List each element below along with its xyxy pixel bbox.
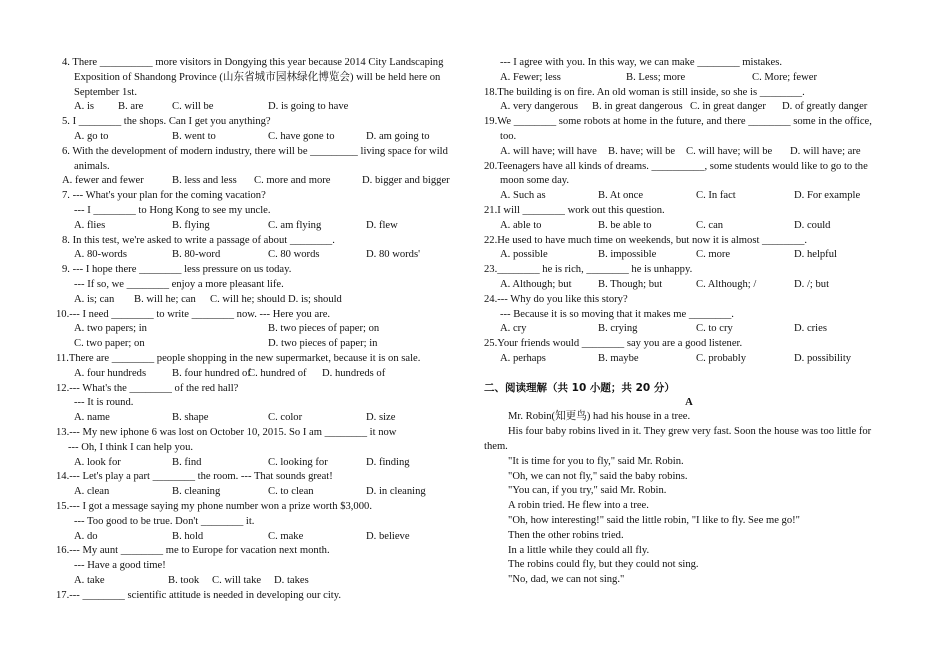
answer-options [484,352,894,367]
answer-option: C. in great danger [690,101,766,113]
answer-option: C. In fact [696,190,736,202]
answer-option: D. For example [794,190,861,202]
answer-option: A. take [74,574,105,586]
answer-option: D. is; should [288,293,342,305]
answer-options [56,367,470,382]
answer-option: C. will have; will be [686,145,773,157]
answer-option: D. possibility [794,352,852,364]
answer-options [56,293,470,308]
answer-options [56,130,470,145]
left-column [56,56,470,603]
answer-options [56,322,470,337]
answer-option: A. perhaps [500,352,546,364]
answer-option: B. will he; can [134,293,196,305]
answer-options [484,145,894,160]
answer-options [56,530,470,545]
answer-option: D. takes [274,574,309,586]
question-text: 17.--- ________ scientific attitude is needed in developing our city. [56,589,341,601]
section-title: 二、阅读理解（共 10 小题；共 20 分） [484,381,675,394]
question-text: 21.I will ________ work out this question. [484,204,665,216]
question-text: 23.________ he is rich, ________ he is unhappy. [484,264,693,276]
question-text: 13.--- My new iphone 6 was lost on October 10, 2015. So I am ________ it now [56,426,397,438]
answer-option: C. more [696,249,731,261]
question-text: 9. --- I hope there ________ less pressure on us today. [62,264,292,276]
question-text: 15.--- I got a message saying my phone number won a prize worth $3,000. [56,500,372,512]
answer-option: A. cry [500,323,527,335]
question-text: 16.--- My aunt ________ me to Europe for vacation next month. [56,545,330,557]
answer-options [56,219,470,234]
answer-option: B. be able to [598,219,652,231]
answer-option: D. believe [366,530,410,542]
question-text: "It is time for you to fly," said Mr. Robin. [508,455,684,467]
question-text: --- I agree with you. In this way, we can make ________ mistakes. [500,57,783,68]
answer-option: B. impossible [598,249,657,261]
question-text: --- It is round. [74,397,134,409]
answer-option: B. cleaning [172,486,221,498]
answer-option: A. four hundreds [74,367,147,379]
answer-option: A. will have; will have [500,145,597,157]
answer-option: B. At once [598,190,644,202]
answer-option: C. two paper; on [74,338,145,350]
answer-option: A. able to [500,219,542,231]
question-text: In a little while they could all fly. [508,544,650,556]
question-text: September 1st. [74,86,137,98]
question-text: 10.--- I need ________ to write ________ now. --- Here you are. [56,308,331,320]
answer-option: C. looking for [268,456,328,468]
question-text: 25.Your friends would ________ say you are a good listener. [484,338,743,350]
answer-option: C. to clean [268,486,314,498]
question-text: 4. There __________ more visitors in Dongying this year because 2014 City Landscaping [62,57,444,68]
answer-option: B. took [168,574,200,586]
question-text: 14.--- Let's play a part ________ the room. --- That sounds great! [56,471,333,483]
answer-option: C. to cry [696,323,733,335]
question-text: "No, dad, we can not sing." [508,574,625,586]
passage-paragraph: His four baby robins lived in it. They grew very fast. Soon the house was too little for them. [484,426,872,452]
question-text: --- Oh, I think I can help you. [68,441,194,453]
question-text: --- If so, we ________ enjoy a more pleasant life. [74,278,284,290]
answer-option: A. Such as [500,190,546,202]
answer-option: A. look for [74,456,121,468]
answer-option: D. finding [366,456,410,468]
answer-option: D. am going to [366,130,430,142]
answer-option: A. possible [500,249,548,261]
answer-option: A. name [74,412,110,424]
answer-option: C. color [268,412,303,424]
answer-option: A. do [74,530,98,542]
answer-option: A. go to [74,130,109,142]
answer-option: D. in cleaning [366,486,426,498]
question-text: 22.He used to have much time on weekends, but now it is almost ________. [484,234,808,246]
answer-option: D. cries [794,323,827,335]
answer-option: C. have gone to [268,130,335,142]
answer-option: B. crying [598,323,638,335]
question-text: --- Have a good time! [74,560,166,572]
right-column [484,56,894,588]
answer-option: C. will take [212,574,262,586]
question-text: 19.We ________ some robots at home in the future, and there ________ some in the office, [484,116,872,128]
answer-options [56,485,470,500]
answer-options [56,411,470,426]
answer-option: D. will have; are [790,145,861,157]
answer-option: B. have; will be [608,145,676,157]
answer-options [484,71,894,86]
answer-options [56,100,470,115]
passage-label: A [685,396,693,408]
question-text: 20.Teenagers have all kinds of dreams. __________, some students would like to go to the [484,160,868,172]
answer-option: D. /; but [794,278,830,290]
answer-option: A. clean [74,486,110,498]
answer-option: B. are [118,101,144,113]
answer-options [56,456,470,471]
question-text: Then the other robins tried. [508,529,624,541]
answer-option: B. shape [172,412,209,424]
answer-option: A. Although; but [500,278,572,290]
answer-option: C. probably [696,352,747,364]
answer-option: C. 80 words [268,249,320,261]
answer-option: D. could [794,219,831,231]
answer-option: C. more and more [254,175,331,187]
question-text: animals. [74,160,110,172]
question-text: The robins could fly, but they could not sing. [508,559,699,571]
answer-option: D. is going to have [268,101,349,113]
question-text: Exposition of Shandong Province (山东省城市园林绿化博览会) will be held here on [74,71,441,83]
answer-option: A. fewer and fewer [62,175,144,187]
answer-option: B. flying [172,219,210,231]
answer-option: C. will he; should [210,293,286,305]
question-text: Mr. Robin(知更鸟) had his house in a tree. [508,411,691,423]
answer-options [484,189,894,204]
question-text: 7. --- What's your plan for the coming vacation? [62,190,266,202]
answer-options [484,322,894,337]
question-text: 12.--- What's the ________ of the red hall? [56,382,239,394]
answer-option: B. 80-word [172,249,221,261]
answer-option: D. helpful [794,249,837,261]
question-text: --- I ________ to Hong Kong to see my uncle. [74,204,271,216]
answer-options [484,278,894,293]
question-text: 24.--- Why do you like this story? [484,293,628,305]
question-text: "Oh, how interesting!" said the little robin, "I like to fly. See me go!" [508,514,800,526]
answer-option: C. Although; / [696,278,757,290]
answer-option: A. flies [74,219,106,231]
question-text: 6. With the development of modern industry, there will be _________ living space for wild [62,145,448,157]
answer-option: A. 80-words [74,249,127,261]
question-text: 18.The building is on fire. An old woman is still inside, so she is ________. [484,86,805,98]
answer-options [484,248,894,263]
question-text: 8. In this test, we're asked to write a passage of about ________. [62,234,335,246]
answer-option: B. less and less [172,175,237,187]
answer-options [484,100,894,115]
answer-option: A. very dangerous [500,101,578,113]
answer-option: D. two pieces of paper; in [268,338,378,350]
answer-options [56,174,470,189]
question-text: --- Because it is so moving that it makes me ________. [500,308,734,320]
question-text: A robin tried. He flew into a tree. [508,500,649,512]
answer-options [56,248,470,263]
answer-option: B. find [172,456,202,468]
answer-option: B. in great dangerous [592,101,683,113]
question-text: --- Too good to be true. Don't ________ it. [74,515,255,527]
question-text: moon some day. [500,175,570,187]
answer-option: B. maybe [598,352,639,364]
answer-option: D. of greatly danger [782,101,868,113]
answer-option: B. Though; but [598,278,663,290]
question-text: 5. I ________ the shops. Can I get you anything? [62,116,271,128]
answer-option: A. is [74,101,95,113]
answer-option: A. Fewer; less [500,71,561,83]
answer-option: C. will be [172,101,214,113]
question-text: "You can, if you try," said Mr. Robin. [508,485,667,497]
answer-option: C. am flying [268,219,322,231]
answer-option: D. hundreds of [322,367,386,379]
answer-option: C. More; fewer [752,71,818,83]
answer-option: B. went to [172,130,216,142]
answer-options [56,337,470,352]
answer-option: B. four hundred of [172,367,251,379]
answer-options [484,219,894,234]
question-text: 11.There are ________ people shopping in the new supermarket, because it is on sale. [56,352,421,364]
answer-option: C. can [696,219,724,231]
answer-option: D. bigger and bigger [362,175,450,187]
answer-option: B. two pieces of paper; on [268,323,380,335]
answer-option: A. is; can [74,293,115,305]
answer-option: D. 80 words' [366,249,420,261]
answer-option: D. size [366,412,396,424]
answer-options [56,574,470,589]
answer-option: B. Less; more [626,71,686,83]
question-text: too. [500,130,517,142]
answer-option: B. hold [172,530,204,542]
answer-option: D. flew [366,219,398,231]
question-text: "Oh, we can not fly," said the baby robins. [508,470,688,482]
answer-option: C. make [268,530,304,542]
answer-option: A. two papers; in [74,323,147,335]
spacer [484,367,894,375]
answer-option: C. hundred of [248,367,307,379]
